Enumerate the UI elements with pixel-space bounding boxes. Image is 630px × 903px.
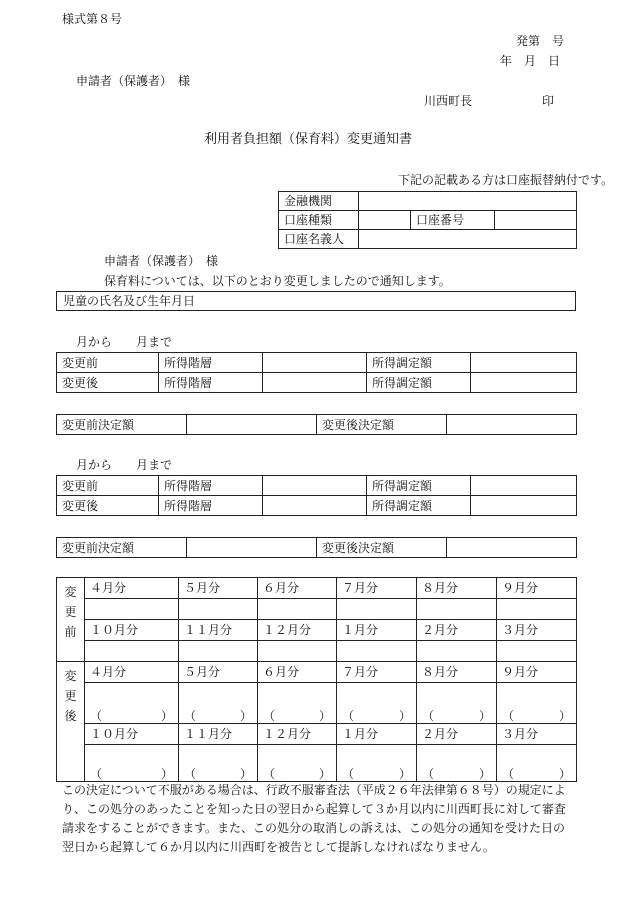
sender-name: 川西町長: [424, 94, 473, 108]
month-label: ９月分: [497, 662, 577, 683]
decided-after-label: 変更後決定額: [317, 415, 447, 435]
amount-field[interactable]: [417, 641, 497, 662]
decided-before-field[interactable]: [187, 538, 317, 558]
month-label: ８月分: [417, 662, 497, 683]
bank-institution-field[interactable]: [359, 192, 577, 211]
month-label: １０月分: [85, 724, 179, 745]
bank-institution-label: 金融機関: [279, 192, 359, 211]
month-label: ２月分: [417, 724, 497, 745]
month-label: ４月分: [85, 578, 179, 599]
month-label: ６月分: [258, 662, 337, 683]
month-label: ３月分: [497, 620, 577, 641]
account-type-field[interactable]: [359, 211, 411, 230]
body-recipient: 申請者（保護者） 様: [104, 254, 219, 268]
child-name-field[interactable]: [56, 291, 576, 311]
paren-amount-field[interactable]: （ ）: [337, 745, 417, 782]
amount-field[interactable]: [179, 599, 258, 620]
income-label: 所得調定額: [367, 373, 471, 393]
before-label: 変更前: [57, 476, 159, 496]
paren-amount-field[interactable]: （ ）: [179, 745, 258, 782]
income-table-2: [56, 475, 577, 516]
decided-before-label: 変更前決定額: [57, 415, 187, 435]
month-label: １２月分: [258, 620, 337, 641]
account-number-label: 口座番号: [411, 211, 495, 230]
tier-label: 所得階層: [159, 476, 263, 496]
form-number: 様式第８号: [62, 12, 123, 26]
month-label: １月分: [337, 620, 417, 641]
amount-field[interactable]: [179, 641, 258, 662]
decided-after-field[interactable]: [447, 538, 577, 558]
issue-number: 発第 号: [516, 34, 565, 48]
decided-after-label: 変更後決定額: [317, 538, 447, 558]
month-label: １月分: [337, 724, 417, 745]
income-table-1: [56, 352, 577, 393]
amount-field[interactable]: [497, 641, 577, 662]
appeal-notice: この決定について不服がある場合は、行政不服審査法（平成２６年法律第６８号）の規定により、この処分のあったことを知った日の翌日から起算して３か月以内に川西町長に対して審査請求をすることができます。また、この処分の取消しの訴えは、この処分の通知を受けた日の翌日から起算して６か月以内に川西町を被告として提訴しなければなりません。: [62, 783, 566, 854]
document-title: 利用者負担額（保育料）変更通知書: [204, 132, 413, 147]
paren-amount-field[interactable]: （ ）: [85, 683, 179, 724]
month-label: ７月分: [337, 662, 417, 683]
after-label: 変更後: [57, 496, 159, 516]
issue-date: 年 月 日: [500, 54, 561, 68]
income-before-field[interactable]: [471, 353, 577, 373]
before-vertical-label: 変 更 前: [57, 578, 85, 662]
paren-amount-field[interactable]: （ ）: [179, 683, 258, 724]
tier-before-field[interactable]: [263, 476, 367, 496]
decided-after-field[interactable]: [447, 415, 577, 435]
amount-field[interactable]: [258, 641, 337, 662]
month-label: １２月分: [258, 724, 337, 745]
bank-note: 下記の記載ある方は口座振替納付です。: [398, 173, 614, 187]
paren-amount-field[interactable]: （ ）: [85, 745, 179, 782]
account-type-label: 口座種類: [279, 211, 359, 230]
after-label: 変更後: [57, 373, 159, 393]
paren-amount-field[interactable]: （ ）: [417, 745, 497, 782]
amount-field[interactable]: [337, 641, 417, 662]
month-label: ６月分: [258, 578, 337, 599]
decided-before-label: 変更前決定額: [57, 538, 187, 558]
month-label: ８月分: [417, 578, 497, 599]
tier-label: 所得階層: [159, 353, 263, 373]
month-label: ５月分: [179, 578, 258, 599]
period-range-2: 月から 月まで: [76, 458, 173, 472]
after-vertical-label: 変 更 後: [57, 662, 85, 782]
account-holder-label: 口座名義人: [279, 230, 359, 249]
income-before-field[interactable]: [471, 476, 577, 496]
amount-field[interactable]: [85, 599, 179, 620]
intro-text: 保育料については、以下のとおり変更しましたので通知します。: [104, 274, 451, 288]
decided-table-2: [56, 537, 577, 558]
month-label: ５月分: [179, 662, 258, 683]
decided-table-1: [56, 414, 577, 435]
child-name-label: 児童の氏名及び生年月日: [63, 294, 196, 308]
tier-before-field[interactable]: [263, 353, 367, 373]
amount-field[interactable]: [258, 599, 337, 620]
month-label: ７月分: [337, 578, 417, 599]
paren-amount-field[interactable]: （ ）: [497, 745, 577, 782]
month-label: ９月分: [497, 578, 577, 599]
income-label: 所得調定額: [367, 476, 471, 496]
period-range-1: 月から 月まで: [76, 335, 173, 349]
month-label: １１月分: [179, 724, 258, 745]
header-recipient: 申請者（保護者） 様: [76, 74, 191, 88]
paren-amount-field[interactable]: （ ）: [337, 683, 417, 724]
income-label: 所得調定額: [367, 353, 471, 373]
tier-after-field[interactable]: [263, 496, 367, 516]
amount-field[interactable]: [85, 641, 179, 662]
month-label: １０月分: [85, 620, 179, 641]
amount-field[interactable]: [497, 599, 577, 620]
month-label: ３月分: [497, 724, 577, 745]
income-label: 所得調定額: [367, 496, 471, 516]
amount-field[interactable]: [417, 599, 497, 620]
account-number-field[interactable]: [495, 211, 577, 230]
month-label: ２月分: [417, 620, 497, 641]
monthly-table: [56, 577, 577, 782]
paren-amount-field[interactable]: （ ）: [497, 683, 577, 724]
month-label: １１月分: [179, 620, 258, 641]
account-holder-field[interactable]: [359, 230, 577, 249]
before-label: 変更前: [57, 353, 159, 373]
paren-amount-field[interactable]: （ ）: [258, 745, 337, 782]
income-after-field[interactable]: [471, 496, 577, 516]
tier-label: 所得階層: [159, 496, 263, 516]
amount-field[interactable]: [337, 599, 417, 620]
seal-mark: 印: [542, 94, 555, 108]
month-label: ４月分: [85, 662, 179, 683]
bank-table: [278, 191, 577, 249]
income-after-field[interactable]: [471, 373, 577, 393]
decided-before-field[interactable]: [187, 415, 317, 435]
paren-amount-field[interactable]: （ ）: [258, 683, 337, 724]
tier-label: 所得階層: [159, 373, 263, 393]
tier-after-field[interactable]: [263, 373, 367, 393]
paren-amount-field[interactable]: （ ）: [417, 683, 497, 724]
